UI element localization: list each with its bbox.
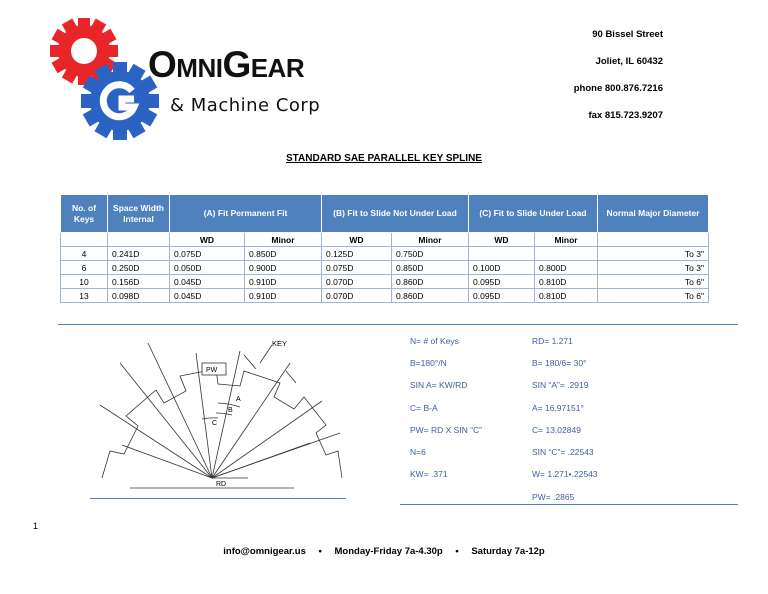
table-row: 6 0.250D 0.050D 0.900D 0.075D 0.850D 0.100D 0.800D To 3" <box>61 261 709 275</box>
formula-left: PW= RD X SIN “C” <box>410 425 483 435</box>
divider-bottom <box>400 504 738 505</box>
footer <box>0 546 768 557</box>
label-rd: RD <box>216 481 227 488</box>
footer-separator: • <box>455 546 459 557</box>
header-space-width: Space Width Internal <box>108 195 170 233</box>
label-a: A <box>236 396 241 403</box>
header-a-fit: (A) Fit Permanent Fit <box>170 195 322 233</box>
formula-right: SIN “C”= .22543 <box>532 447 594 457</box>
company-logo <box>44 18 334 148</box>
contact-fax: fax 815.723.9207 <box>588 110 663 121</box>
label-key: KEY <box>272 339 288 348</box>
footer-hours-sat: Saturday 7a-12p <box>471 546 545 557</box>
subheader-c-minor: Minor <box>535 233 598 247</box>
contact-phone: phone 800.876.7216 <box>573 83 663 94</box>
formula-right: C= 13.02849 <box>532 425 581 435</box>
table-row: 13 0.098D 0.045D 0.910D 0.070D 0.860D 0.095D 0.810D To 6" <box>61 289 709 303</box>
subheader-b-minor: Minor <box>392 233 469 247</box>
logo-subtitle: & Machine Corp <box>170 95 321 116</box>
formula-right: PW= .2865 <box>532 492 575 502</box>
formula-right: A= 16.97151° <box>532 403 584 413</box>
spline-table <box>60 194 709 303</box>
label-b: B <box>228 407 233 414</box>
header-b-fit: (B) Fit to Slide Not Under Load <box>322 195 469 233</box>
formula-left: SIN A= KW/RD <box>410 380 468 390</box>
footer-hours-week: Monday-Friday 7a-4.30p <box>334 546 443 557</box>
formula-right: W= 1.271•.22543 <box>532 469 598 479</box>
footer-email[interactable]: info@omnigear.us <box>223 546 306 557</box>
formula-left: B=180°/N <box>410 358 447 368</box>
formula-left: C= B-A <box>410 403 438 413</box>
page-number: 1 <box>33 521 39 531</box>
formula-right: B= 180/6= 30° <box>532 358 587 368</box>
subheader-a-wd: WD <box>170 233 245 247</box>
subheader-a-minor: Minor <box>245 233 322 247</box>
formula-left: KW= .371 <box>410 469 448 479</box>
formula-right: RD= 1.271 <box>532 336 573 346</box>
subheader-c-wd: WD <box>469 233 535 247</box>
header-no-keys: No. of Keys <box>61 195 108 233</box>
diagram-underline <box>90 498 346 499</box>
table-subheader-row <box>61 233 709 247</box>
spline-diagram-drawing <box>90 333 350 493</box>
header-c-fit: (C) Fit to Slide Under Load <box>469 195 598 233</box>
header-major-diameter: Normal Major Diameter <box>598 195 709 233</box>
footer-separator: • <box>318 546 322 557</box>
label-pw: PW <box>206 367 218 374</box>
divider-top <box>58 324 738 325</box>
table-row: 4 0.241D 0.075D 0.850D 0.125D 0.750D To 3" <box>61 247 709 261</box>
spline-diagram <box>90 333 350 493</box>
formula-left: N=6 <box>410 447 426 457</box>
contact-city: Joliet, IL 60432 <box>595 56 663 67</box>
formula-right: SIN “A”= .2919 <box>532 380 589 390</box>
formula-left: N= # of Keys <box>410 336 459 346</box>
label-c: C <box>212 420 218 427</box>
contact-street: 90 Bissel Street <box>592 29 663 40</box>
document-title: STANDARD SAE PARALLEL KEY SPLINE <box>286 153 482 164</box>
subheader-b-wd: WD <box>322 233 392 247</box>
table-row: 10 0.156D 0.045D 0.910D 0.070D 0.860D 0.095D 0.810D To 6" <box>61 275 709 289</box>
logo-wordmark: OmniGear <box>148 44 305 85</box>
